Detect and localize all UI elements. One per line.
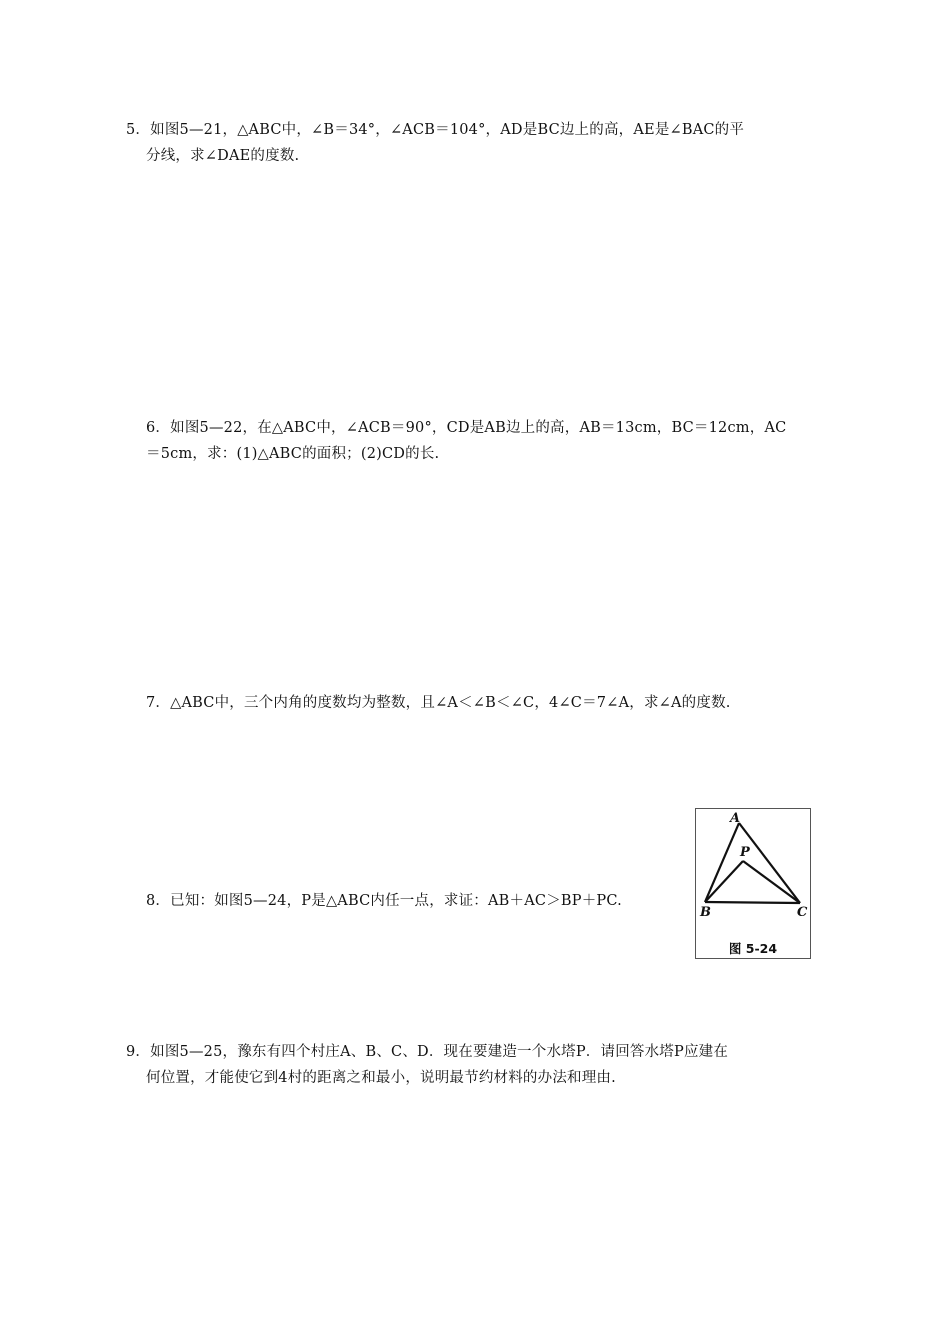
segment-bp	[705, 861, 743, 902]
problem-5-line-2: 分线，求∠DAE的度数.	[146, 148, 300, 164]
segment-bc	[705, 902, 800, 903]
problem-9-line-2: 何位置，才能使它到4村的距离之和最小，说明最节约材料的办法和理由.	[146, 1070, 616, 1086]
triangle-diagram	[696, 809, 812, 960]
vertex-label-b: B	[700, 905, 711, 920]
problem-7	[146, 690, 731, 716]
problem-9	[126, 1039, 728, 1091]
problem-6	[146, 415, 786, 467]
problem-7-line-1: 7．△ABC中，三个内角的度数均为整数，且∠A＜∠B＜∠C，4∠C＝7∠A，求∠A的度数.	[146, 695, 731, 711]
problem-9-line-1: 9．如图5—25，豫东有四个村庄A、B、C、D．现在要建造一个水塔P．请回答水塔P应建在	[126, 1044, 729, 1060]
figure-5-24	[695, 808, 811, 959]
problem-8	[146, 888, 622, 914]
problem-6-line-2: ＝5cm，求：(1)△ABC的面积；(2)CD的长.	[146, 446, 440, 462]
segment-ab	[705, 823, 739, 902]
problem-5-line-1: 5．如图5—21，△ABC中，∠B＝34°，∠ACB＝104°，AD是BC边上的高，AE是∠BAC的平	[126, 122, 745, 138]
figure-caption: 图 5-24	[728, 941, 778, 956]
vertex-label-a: A	[730, 811, 741, 826]
problem-8-line-1: 8．已知：如图5—24，P是△ABC内任一点，求证：AB＋AC＞BP＋PC.	[146, 893, 622, 909]
vertex-label-p: P	[740, 845, 750, 860]
problem-6-line-1: 6．如图5—22，在△ABC中，∠ACB＝90°，CD是AB边上的高，AB＝13cm，BC＝12cm，AC	[146, 420, 787, 436]
problem-5	[126, 117, 744, 169]
segment-ac	[739, 823, 800, 903]
vertex-label-c: C	[797, 905, 808, 920]
